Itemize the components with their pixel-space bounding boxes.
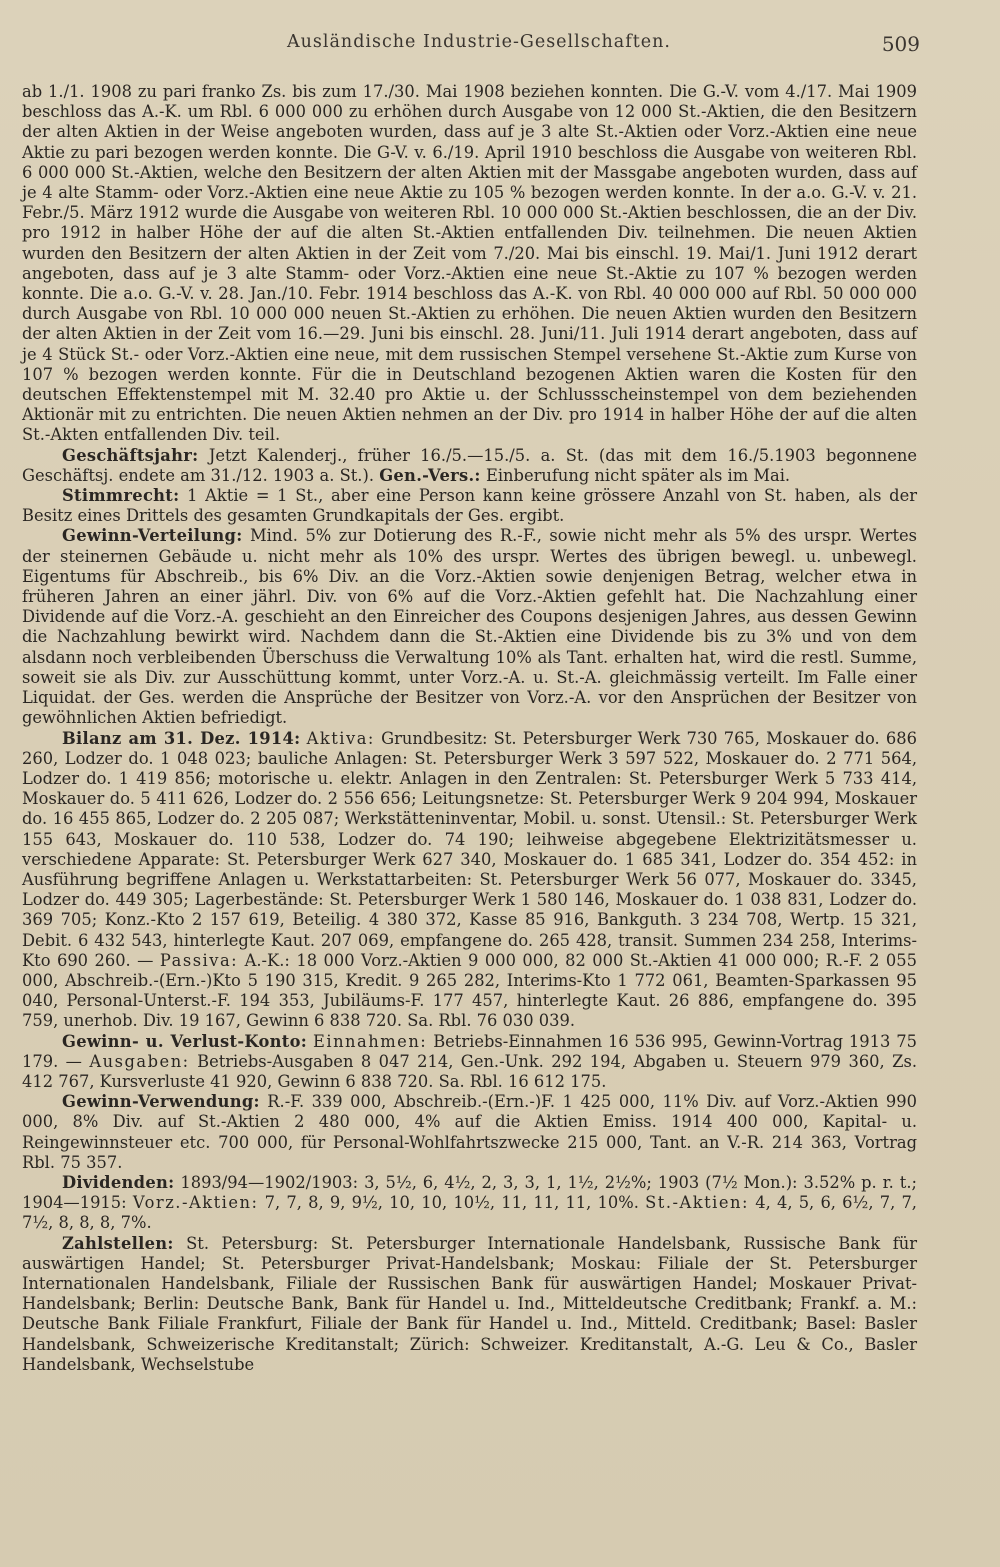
paragraph-gewinn-verteilung bbox=[22, 526, 917, 728]
section-label-stimmrecht: Stimmrecht: bbox=[62, 486, 180, 506]
section-label-gen-vers: Gen.-Vers.: bbox=[379, 465, 481, 485]
vorz-aktien-label: Vorz.-Aktien: bbox=[132, 1193, 259, 1213]
aktiva-label: Aktiva: bbox=[306, 728, 375, 748]
paragraph-gewinn-verlust bbox=[22, 1032, 917, 1093]
section-label-gewinn-verlust: Gewinn- u. Verlust-Konto: bbox=[62, 1031, 308, 1051]
section-label-bilanz: Bilanz am 31. Dez. 1914: bbox=[62, 728, 301, 748]
ausgaben-label: Ausgaben: bbox=[89, 1051, 190, 1071]
paragraph-stimmrecht bbox=[22, 486, 917, 526]
section-label-dividenden: Dividenden: bbox=[62, 1172, 175, 1192]
st-aktien-dividends: 4, 4, 5, 6, 6½, 7, 7, 7½, 8, 8, 8, 7%. bbox=[22, 1193, 917, 1233]
paragraph-bilanz bbox=[22, 729, 917, 1032]
page-number: 509 bbox=[881, 32, 920, 56]
gewinn-verwendung-text: R.-F. 339 000, Abschreib.-(Ern.-)F. 1 425 000, 11% Div. auf Vorz.-Aktien 990 000, 8% Div. auf St.-Aktien 2 480 000, 4% auf die Aktien Emiss. 1914 400 000, Kapital- u. Reingewinnsteuer etc. 700 000, für Personal-Wohlfahrtszwecke 215 000, Tant. an V.-R. 214 363, Vortrag Rbl. 75 357. bbox=[22, 1092, 917, 1172]
dividenden-text: 1893/94—1902/1903: 3, 5½, 6, 4½, 2, 3, 3, 1, 1½, 2½%; 1903 (7½ Mon.): 3.52% p. r. t.; 1904—1915: bbox=[22, 1172, 917, 1213]
page-body bbox=[22, 82, 917, 1375]
stimmrecht-text: 1 Aktie = 1 St., aber eine Person kann keine grössere Anzahl von St. haben, als der Besitz eines Drittels des gesamten Grundkapitals der Ges. ergibt. bbox=[22, 486, 917, 526]
zahlstellen-text: St. Petersburg: St. Petersburger Internationale Handelsbank, Russische Bank für auswärtigen Handel; St. Petersburger Privat-Handelsbank; Moskau: Filiale der St. Petersburger Internationalen Handelsbank, Filiale der Russischen Bank für auswärtigen Handel; Moskauer Privat-Handelsbank; Berlin: Deutsche Bank, Bank für Handel u. Ind., Mitteldeutsche Creditbank; Frankf. a. M.: Deutsche Bank Filiale Frankfurt, Filiale der Bank für Handel u. Ind., Mitteld. Creditbank; Basel: Basler Handelsbank, Schweizerische Kreditanstalt; Zürich: Schweizer. Kreditanstalt, A.-G. Leu & Co., Basler Handelsbank, Wechselstube bbox=[22, 1233, 917, 1374]
vorz-aktien-dividends: 7, 7, 8, 9, 9½, 10, 10, 10½, 11, 11, 11, 10%. bbox=[264, 1193, 639, 1213]
paragraph-capital-history: ab 1./1. 1908 zu pari franko Zs. bis zum 17./30. Mai 1908 beziehen konnten. Die G.-V. vom 4./17. Mai 1909 beschloss das A.-K. um Rbl. 6 000 000 zu erhöhen durch Ausgabe von 12 000 St.-Aktien, die den Besitzern der alten Aktien in der Weise angeboten wurden, dass auf je 3 alte St.-Aktien oder Vorz.-Aktien eine neue Aktie zu pari bezogen werden konnte. Die G-V. v. 6./19. April 1910 beschloss die Ausgabe von weiteren Rbl. 6 000 000 St.-Aktien, welche den Besitzern der alten Aktien mit der Massgabe angeboten wurden, dass auf je 4 alte Stamm- oder Vorz.-Aktien eine neue Aktie zu 105 % bezogen werden konnte. In der a.o. G.-V. v. 21. Febr./5. März 1912 wurde die Ausgabe von weiteren Rbl. 10 000 000 St.-Aktien beschlossen, die an der Div. pro 1912 in halber Höhe der auf die alten St.-Aktien entfallenden Div. teilnehmen. Die neuen Aktien wurden den Besitzern der alten Aktien in der Zeit vom 7./20. Mai bis einschl. 19. Mai/1. Juni 1912 derart angeboten, dass auf je 3 alte Stamm- oder Vorz.-Aktien eine neue St.-Aktie zu 107 % bezogen werden konnte. Die a.o. G.-V. v. 28. Jan./10. Febr. 1914 beschloss das A.-K. von Rbl. 40 000 000 auf Rbl. 50 000 000 durch Ausgabe von Rbl. 10 000 000 neuen St.-Aktien zu erhöhen. Die neuen Aktien wurden den Besitzern der alten Aktien in der Zeit vom 16.—29. Juni bis einschl. 28. Juni/11. Juli 1914 derart angeboten, dass auf je 4 Stück St.- oder Vorz.-Aktien eine neue, mit dem russischen Stempel versehene St.-Aktie zum Kurse von 107 % bezogen werden konnte. Für die in Deutschland bezogenen Aktien waren die Kosten für den deutschen Effektenstempel mit M. 32.40 pro Aktie u. der Schlussscheinstempel von dem beziehenden Aktionär mit zu entrichten. Die neuen Aktien nehmen an der Div. pro 1914 in halber Höhe der auf die alten St.-Akten entfallenden Div. teil. bbox=[22, 82, 917, 445]
passiva-text: A.-K.: 18 000 Vorz.-Aktien 9 000 000, 82 000 St.-Aktien 41 000 000; R.-F. 2 055 000, Abschreib.-(Ern.-)Kto 5 190 315, Kredit. 9 265 282, Interims-Kto 1 772 061, Beamten-Sparkassen 95 040, Personal-Unterst.-F. 194 353, Jubiläums-F. 177 457, hinterlegte Kaut. 26 886, empfangene do. 395 759, unerhob. Div. 19 167, Gewinn 6 838 720. Sa. Rbl. 76 030 039. bbox=[22, 950, 917, 1031]
einnahmen-label: Einnahmen: bbox=[312, 1031, 428, 1051]
paragraph-gewinn-verwendung bbox=[22, 1092, 917, 1173]
gen-vers-text: Einberufung nicht später als im Mai. bbox=[485, 465, 791, 485]
ausgaben-text: Betriebs-Ausgaben 8 047 214, Gen.-Unk. 292 194, Abgaben u. Steuern 979 360, Zs. 412 767, Kursverluste 41 920, Gewinn 6 838 720. Sa. Rbl. 16 612 175. bbox=[22, 1051, 917, 1091]
paragraph-dividenden bbox=[22, 1173, 917, 1234]
running-title: Ausländische Industrie-Gesellschaften. bbox=[287, 32, 671, 52]
section-label-geschaeftsjahr: Geschäftsjahr: bbox=[62, 445, 199, 465]
section-label-gewinn-verteilung: Gewinn-Verteilung: bbox=[62, 526, 243, 546]
paragraph-geschaeftsjahr bbox=[22, 446, 917, 486]
section-label-zahlstellen: Zahlstellen: bbox=[62, 1233, 174, 1253]
gewinn-verteilung-text: Mind. 5% zur Dotierung des R.-F., sowie nicht mehr als 5% des urspr. Wertes der steinernen Gebäude u. nicht mehr als 10% des urspr. Wertes des übrigen bewegl. u. unbewegl. Eigentums für Abschreib., bis 6% Div. an die Vorz.-Aktien sowie denjenigen Betrag, welcher etwa in früheren Jahren an einer jährl. Div. von 6% auf die Vorz.-Aktien gefehlt hat. Die Nachzahlung einer Dividende auf die Vorz.-A. geschieht an den Einreicher des Coupons desjenigen Jahres, aus dessen Gewinn die Nachzahlung bewirkt wird. Nachdem dann die St.-Aktien eine Dividende bis zu 3% und von dem alsdann noch verbleibenden Überschuss die Verwaltung 10% als Tant. erhalten hat, wird die restl. Summe, soweit sie als Div. zur Ausschüttung kommt, unter Vorz.-A. u. St.-A. gleichmässig verteilt. Im Falle einer Liquidat. der Ges. werden die Ansprüche der Besitzer von Vorz.-A. vor den Ansprüchen der Besitzer von gewöhnlichen Aktien befriedigt. bbox=[22, 526, 917, 728]
passiva-label: Passiva: bbox=[159, 950, 239, 970]
geschaeftsjahr-text: Jetzt Kalenderj., früher 16./5.—15./5. a. St. (das mit dem 16./5.1903 begonnene Geschäftsj. endete am 31./12. 1903 a. St.). bbox=[22, 445, 917, 485]
paragraph-zahlstellen bbox=[22, 1234, 917, 1375]
page-header bbox=[22, 32, 920, 58]
section-label-gewinn-verwendung: Gewinn-Verwendung: bbox=[62, 1092, 260, 1112]
st-aktien-label: St.-Aktien: bbox=[645, 1193, 749, 1213]
einnahmen-text: Betriebs-Einnahmen 16 536 995, Gewinn-Vortrag 1913 75 179. — bbox=[22, 1031, 917, 1071]
aktiva-text: Grundbesitz: St. Petersburger Werk 730 765, Moskauer do. 686 260, Lodzer do. 1 048 023; bauliche Anlagen: St. Petersburger Werk 3 597 522, Moskauer do. 2 771 564, Lodzer do. 1 419 856; motorische u. elektr. Anlagen in den Zentralen: St. Petersburger Werk 5 733 414, Moskauer do. 5 411 626, Lodzer do. 2 556 656; Leitungsnetze: St. Petersburger Werk 9 204 994, Moskauer do. 16 455 865, Lodzer do. 2 205 087; Werkstätteninventar, Mobil. u. sonst. Utensil.: St. Petersburger Werk 155 643, Moskauer do. 110 538, Lodzer do. 74 190; leihweise abgegebene Elektrizitätsmesser u. verschiedene Apparate: St. Petersburger Werk 627 340, Moskauer do. 1 685 341, Lodzer do. 354 452: in Ausführung begriffene Anlagen u. Werkstattarbeiten: St. Petersburger Werk 56 077, Moskauer do. 3345, Lodzer do. 449 305; Lagerbestände: St. Petersburger Werk 1 580 146, Moskauer do. 1 038 831, Lodzer do. 369 705; Konz.-Kto 2 157 619, Beteilig. 4 380 372, Kasse 85 916, Bankguth. 3 234 708, Wertp. 15 321, Debit. 6 432 543, hinterlegte Kaut. 207 069, empfangene do. 265 428, transit. Summen 234 258, Interims-Kto 690 260. — bbox=[22, 728, 917, 970]
